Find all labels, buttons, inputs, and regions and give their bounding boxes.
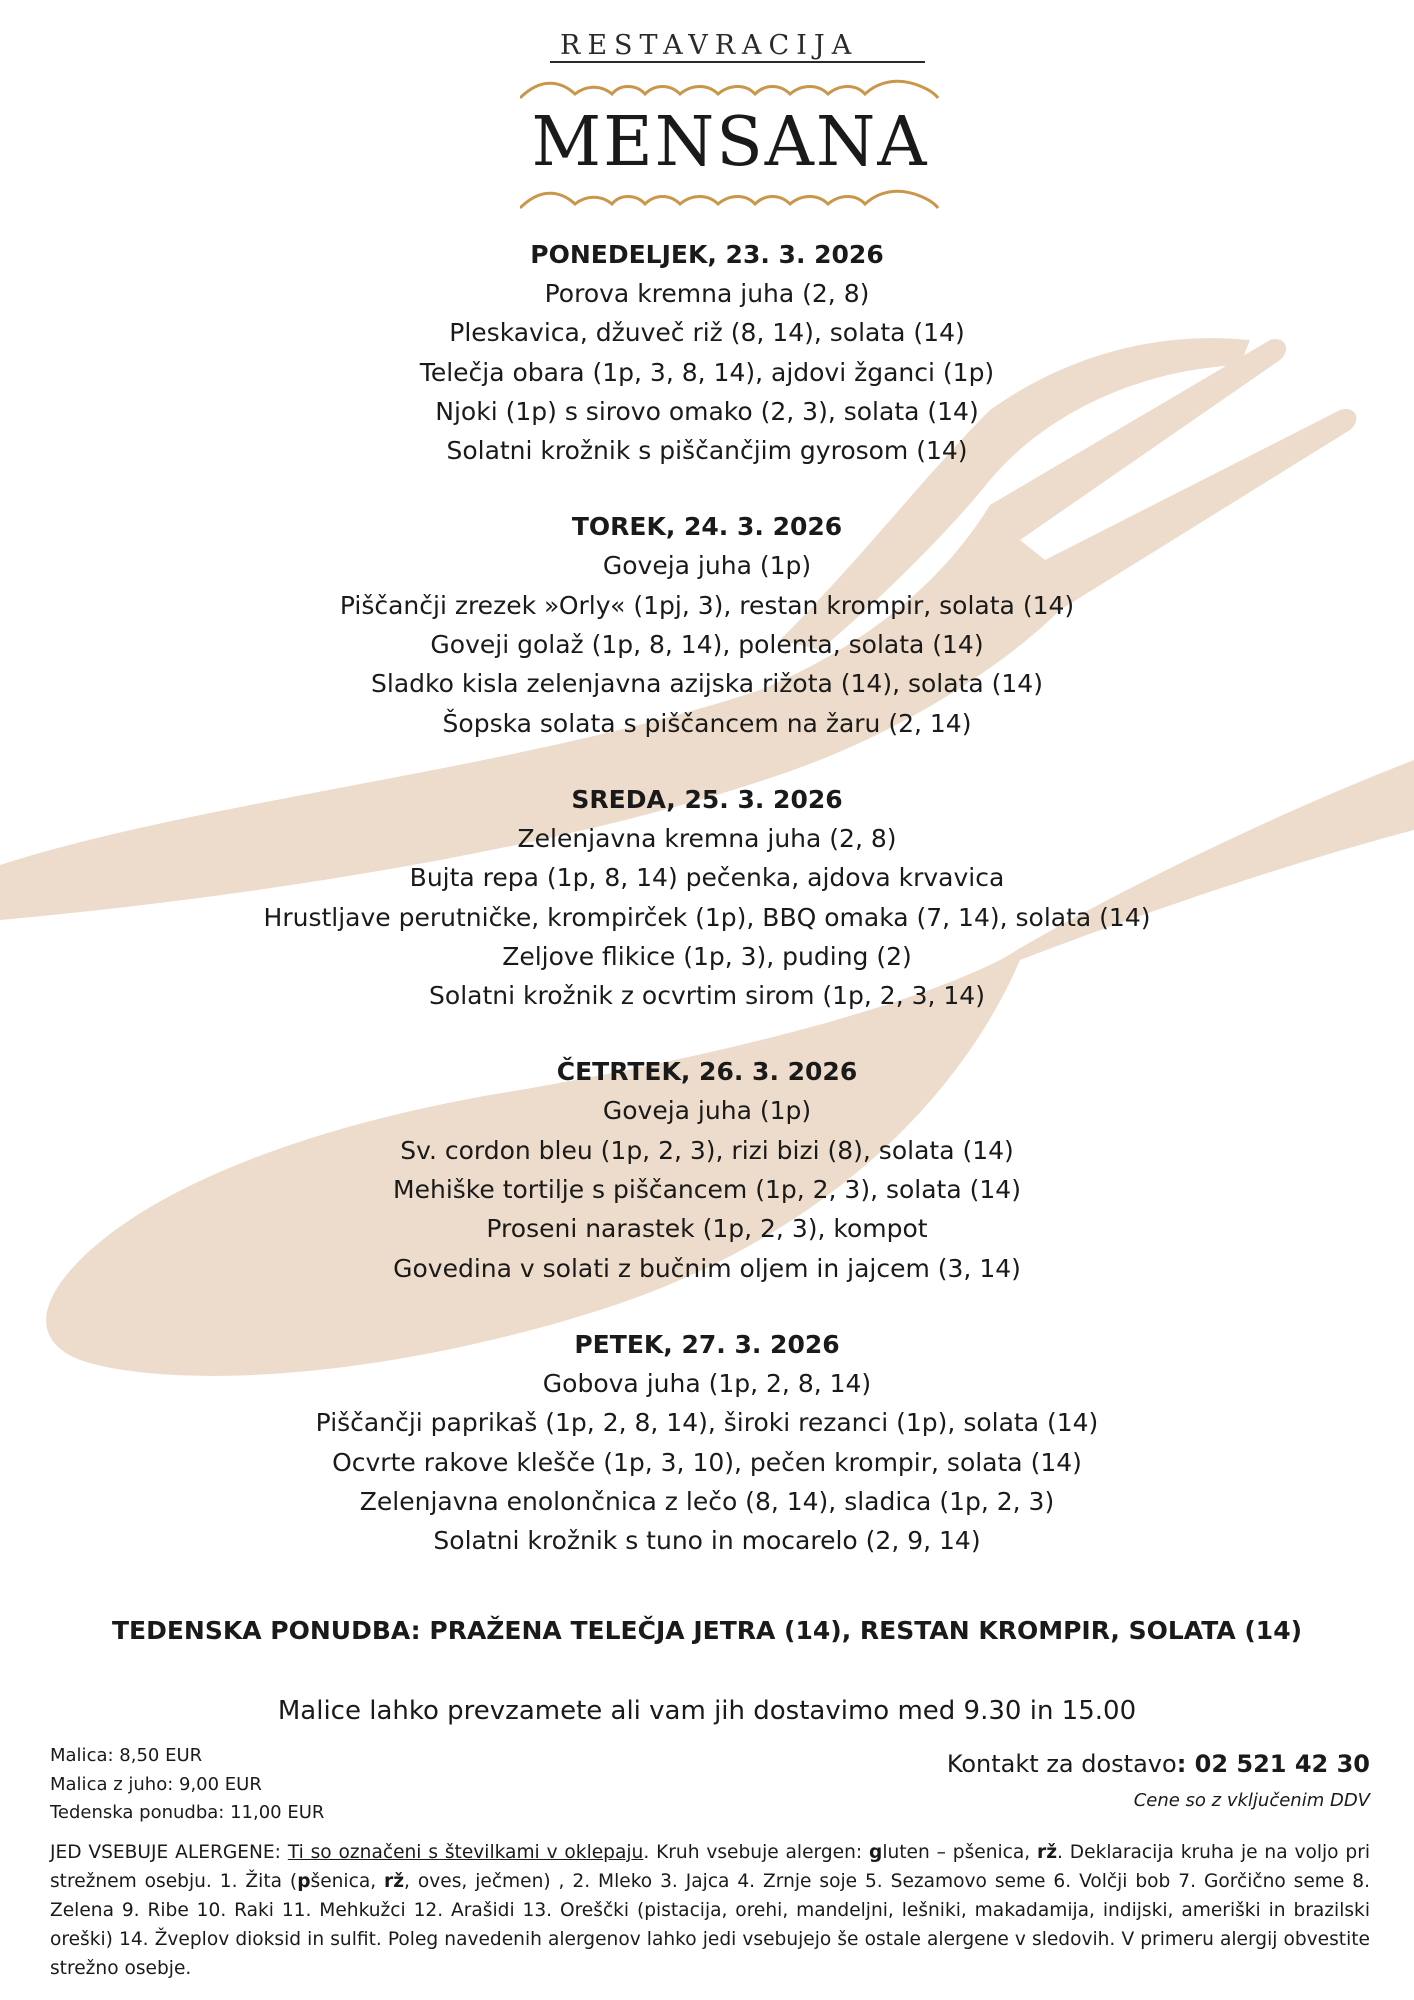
allergen-text: . Kruh vsebuje alergen: xyxy=(643,1842,869,1863)
menu-dish: Piščančji zrezek »Orly« (1pj, 3), restan krompir, solata (14) xyxy=(339,590,1075,620)
menu-dish: Proseni narastek (1p, 2, 3), kompot xyxy=(486,1214,928,1244)
delivery-note: Malice lahko prevzamete ali vam jih dostavimo med 9.30 in 15.00 xyxy=(277,1696,1137,1726)
allergen-text: luten – pšenica, xyxy=(882,1842,1038,1863)
day-title: PONEDELJEK, 23. 3. 2026 xyxy=(530,240,884,269)
menu-dish: Porova kremna juha (2, 8) xyxy=(544,279,870,308)
weekly-offer: TEDENSKA PONUDBA: PRAŽENA TELEČJA JETRA (14), RESTAN KROMPIR, SOLATA (14) xyxy=(111,1616,1303,1645)
menu-dish: Sladko kisla zelenjavna azijska rižota (14), solata (14) xyxy=(371,669,1043,699)
day-title: ČETRTEK, 26. 3. 2026 xyxy=(556,1057,858,1087)
menu-dish: Pleskavica, džuveč riž (8, 14), solata (14) xyxy=(449,318,965,348)
delivery-contact xyxy=(947,1750,1370,1778)
allergen-text: rž xyxy=(384,1871,405,1892)
allergen-text: g xyxy=(869,1842,883,1863)
logo-title: MENSANA xyxy=(531,103,929,182)
contact-label: Kontakt za dostavo xyxy=(946,1750,1177,1778)
day-title: TOREK, 24. 3. 2026 xyxy=(571,512,843,542)
weekly-menu xyxy=(100,236,1314,1598)
day-title: PETEK, 27. 3. 2026 xyxy=(574,1329,840,1359)
allergen-info xyxy=(50,1838,1370,1983)
menu-dish: Sv. cordon bleu (1p, 2, 3), rizi bizi (8), solata (14) xyxy=(400,1135,1014,1165)
menu-dish: Ocvrte rakove klešče (1p, 3, 10), pečen krompir, solata (14) xyxy=(332,1447,1082,1477)
allergen-text: JED VSEBUJE ALERGENE: xyxy=(50,1842,288,1863)
menu-dish: Govedina v solati z bučnim oljem in jajcem (3, 14) xyxy=(393,1253,1021,1283)
menu-dish: Goveja juha (1p) xyxy=(602,1096,812,1126)
menu-dish: Mehiške tortilje s piščancem (1p, 2, 3), solata (14) xyxy=(393,1175,1021,1205)
logo-subtitle: RESTAVRACIJA xyxy=(560,30,859,61)
price-item: Malica: 8,50 EUR xyxy=(50,1745,203,1766)
menu-dish: Solatni krožnik z ocvrtim sirom (1p, 2, 3, 14) xyxy=(429,981,985,1011)
day-title: SREDA, 25. 3. 2026 xyxy=(571,784,843,814)
menu-day xyxy=(100,508,1314,742)
menu-dish: Zelenjavna enolončnica z lečo (8, 14), sladica (1p, 2, 3) xyxy=(359,1486,1055,1516)
menu-day xyxy=(100,236,1314,470)
price-item: Tedenska ponudba: 11,00 EUR xyxy=(50,1802,325,1823)
allergen-text: . Deklaracija kruha je na voljo pri strežnem osebju. 1. Žita ( xyxy=(50,1842,1371,1892)
contact-phone: : 02 521 42 30 xyxy=(1176,1750,1370,1778)
menu-dish: Hrustljave perutničke, krompirček (1p), BBQ omaka (7, 14), solata (14) xyxy=(263,902,1151,932)
menu-dish: Šopska solata s piščancem na žaru (2, 14) xyxy=(442,708,972,738)
menu-dish: Piščančji paprikaš (1p, 2, 8, 14), široki rezanci (1p), solata (14) xyxy=(315,1408,1099,1438)
allergen-text: šenica, xyxy=(310,1871,385,1892)
price-item: Malica z juho: 9,00 EUR xyxy=(50,1773,262,1795)
menu-dish: Goveji golaž (1p, 8, 14), polenta, solata (14) xyxy=(430,630,984,660)
menu-dish: Njoki (1p) s sirovo omako (2, 3), solata (14) xyxy=(435,396,979,426)
menu-dish: Telečja obara (1p, 3, 8, 14), ajdovi žganci (1p) xyxy=(419,357,995,387)
allergen-text: p xyxy=(297,1871,311,1892)
menu-day xyxy=(100,1053,1314,1287)
menu-day xyxy=(100,781,1314,1015)
restaurant-logo xyxy=(520,28,940,218)
allergen-text: , oves, ječmen) , 2. Mleko 3. Jajca 4. Zrnje soje 5. Sezamovo seme 6. Volčji bob 7. Gorčično seme 8. Zelena 9. Ribe 10. Raki 11. Mehkužci 12. Arašidi 13. Oreščki (pistacija, orehi, mandeljni, lešniki, makadamija, indijski, ameriški in brazilski oreški) 14. Žveplov dioksid in sulfit. Poleg navedenih alergenov lahko jedi vsebujejo še ostale alergene v sledovih. V primeru alergij obvestite strežno osebje. xyxy=(50,1871,1371,1979)
price-list xyxy=(50,1742,324,1828)
allergen-text: rž xyxy=(1037,1842,1058,1863)
vat-note: Cene so z vključenim DDV xyxy=(1133,1790,1370,1811)
menu-dish: Zeljove flikice (1p, 3), puding (2) xyxy=(502,941,912,971)
menu-dish: Zelenjavna kremna juha (2, 8) xyxy=(517,823,897,853)
menu-dish: Solatni krožnik s tuno in mocarelo (2, 9, 14) xyxy=(433,1526,981,1556)
allergen-text: Ti so označeni s številkami v oklepaju xyxy=(287,1842,644,1863)
menu-dish: Goveja juha (1p) xyxy=(602,551,812,581)
menu-dish: Bujta repa (1p, 8, 14) pečenka, ajdova krvavica xyxy=(409,863,1005,893)
menu-dish: Gobova juha (1p, 2, 8, 14) xyxy=(542,1368,872,1398)
menu-day xyxy=(100,1326,1314,1560)
menu-dish: Solatni krožnik s piščančjim gyrosom (14) xyxy=(446,436,968,466)
